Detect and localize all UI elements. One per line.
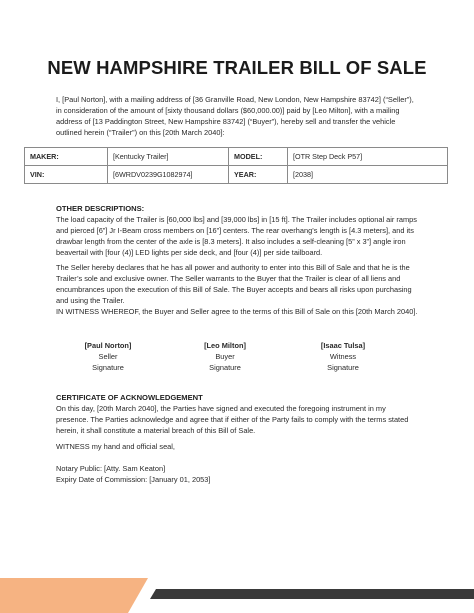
year-label: YEAR:: [229, 166, 288, 184]
commission-expiry-line: Expiry Date of Commission: [January 01, 2053]: [56, 475, 211, 484]
model-value: [OTR Step Deck P57]: [288, 148, 448, 166]
vin-value: [6WRDV0239G1082974]: [108, 166, 229, 184]
declaration-paragraph: The Seller hereby declares that he has all power and authority to enter into this Bill of Sale and that he is the Trailer’s sole and exclusive owner. The Seller warrants to the Buyer that the Trailer is clear of all liens and encumbrances upon the execution of this Bill of Sale. The Buyer accepts and bears all risks upon purchasing and using the Trailer.: [56, 263, 412, 305]
notary-public-line: Notary Public: [Atty. Sam Keaton]: [56, 464, 166, 473]
signatory-name: [Paul Norton]: [84, 341, 132, 350]
maker-value: [Kentucky Trailer]: [108, 148, 229, 166]
signatory-role: Buyer: [215, 352, 235, 361]
signatory-role: Seller: [98, 352, 118, 361]
footer-dark-band: [150, 589, 474, 599]
in-witness-paragraph: IN WITNESS WHEREOF, the Buyer and Seller agree to the terms of this Bill of Sale on this [20th March 2040].: [56, 307, 418, 316]
document-title: NEW HAMPSHIRE TRAILER BILL OF SALE: [47, 57, 427, 78]
certificate-heading: CERTIFICATE OF ACKNOWLEDGEMENT: [56, 393, 203, 402]
other-descriptions-text: The load capacity of the Trailer is [60,000 lbs] and [39,000 lbs] in [15 ft]. The Trailer includes optional air ramps and pierced [6”] Jr I-Beam cross members on [16”] centers. The rear overhang’s length is [4.3 meters], and its drawbar length from the center of the axle is [8.3 meters]. It also includes a self-cleaning [5” x 3”] angle iron beavertail with [four (4)] LED lights per side deck, and [four (4)] per side tailboard.: [56, 215, 417, 257]
signatory-name: [Leo Milton]: [204, 341, 246, 350]
maker-label: MAKER:: [25, 148, 108, 166]
certificate-text: On this day, [20th March 2040], the Parties have signed and executed the foregoing instrument in my presence. The Parties acknowledge and agree that if either of the Party fails to comply with the terms stated herein, it shall constitute a material breach of this Bill of Sale.: [56, 404, 409, 435]
witness-hand-line: WITNESS my hand and official seal,: [56, 442, 175, 451]
footer-orange-band: [0, 578, 148, 613]
signature-line-label: Signature: [92, 363, 124, 372]
model-label: MODEL:: [229, 148, 288, 166]
other-descriptions-heading: OTHER DESCRIPTIONS:: [56, 204, 145, 213]
vin-label: VIN:: [25, 166, 108, 184]
signatory-name: [Isaac Tulsa]: [320, 341, 366, 350]
intro-paragraph: I, [Paul Norton], with a mailing address of [36 Granville Road, New London, New Hampshire 83742] (“Seller”), in consideration of the amount of [sixty thousand dollars ($60,000.00)] paid by [Leo Milton], with a mailing address of [13 Paddington Street, New Hampshire 83742] (“Buyer”), hereby sell and transfer the vehicle outlined herein (“Trailer”) on this [20th March 2040]:: [56, 95, 414, 137]
signature-line-label: Signature: [327, 363, 359, 372]
signatory-role: Witness: [329, 352, 357, 361]
signature-line-label: Signature: [209, 363, 241, 372]
year-value: [2038]: [288, 166, 448, 184]
